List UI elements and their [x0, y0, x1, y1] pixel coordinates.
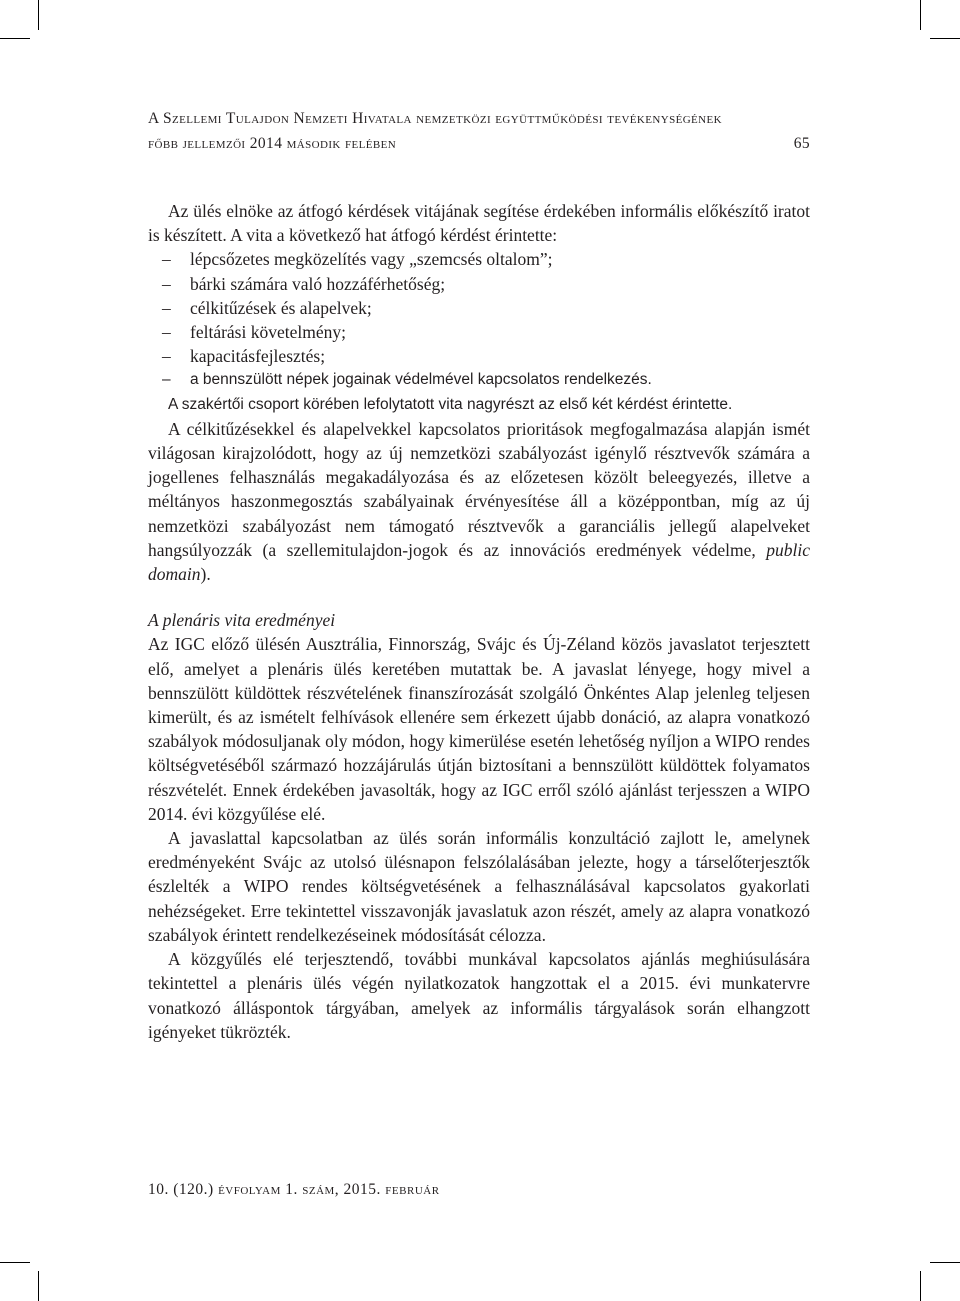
list-item [148, 344, 810, 368]
crop-mark-top-left-v [38, 0, 39, 30]
paragraph-proposal: Az IGC előző ülésén Ausztrália, Finnország, Svájc és Új-Zéland közös javaslatot terjesztett elő, amelyet a plenáris ülés keretében mutattak be. A javaslat lényege, hogy mivel a bennszülött küldöttek részvételének finanszírozását szolgáló Önkéntes Alap jelenleg teljesen kimerült, és az ismételt felhívások ellenére sem érkezett újabb donáció, az alapra vonatkozó szabályok módosuljanak oly módon, hogy kimerülése esetén lehetőség nyíljon a WIPO rendes költségvetéséből származó hozzájárulás útján biztosítani a bennszülött küldöttek folyamatos részvételét. Ennek érdekében javasolták, hogy az IGC erről szóló ajánlást terjesszen a WIPO 2014. évi közgyűlése elé. [148, 634, 810, 824]
list-dash: – [162, 346, 171, 367]
paragraph-priorities-text: A célkitűzésekkel és alapelvekkel kapcsolatos prioritások megfogalmazása alapján ismét világosan kirajzolódott, hogy az új nemzetközi szabályozást igénylő résztvevők számára a jogellenes felhasználás megakadályozása és az előzetesen közölt beleegyezés, illetve a méltányos haszonmegosztás szabályainak érvényesítése áll a középpontban, míg az új nemzetközi szabályozást nem támogató résztvevők a garanciális jellegű alapelveket hangsúlyozzák (a szellemitulajdon-jogok és az innovációs eredmények védelme, [148, 418, 810, 560]
list-item-text: bárki számára való hozzáférhetőség; [190, 273, 446, 294]
paragraph-intro: Az ülés elnöke az átfogó kérdések vitájának segítése érdekében informális előkészítő iratot is készített. A vita a következő hat átfogó kérdést érintette: [148, 201, 810, 246]
list-dash: – [162, 371, 171, 389]
crop-mark-bottom-left-h [0, 1262, 30, 1263]
list-item [148, 296, 810, 320]
list-dash: – [162, 273, 171, 294]
paragraph-expert-group: A szakértői csoport körében lefolytatott vita nagyrészt az első két kérdést érintette. [168, 395, 733, 413]
list-item-text: célkitűzések és alapelvek; [190, 297, 372, 318]
page-number: 65 [793, 135, 810, 152]
list-item [148, 320, 810, 344]
page-footer: 10. (120.) évfolyam 1. szám, 2015. február [148, 1181, 440, 1198]
list-item [148, 368, 810, 392]
paragraph-closing: A közgyűlés elé terjesztendő, további munkával kapcsolatos ajánlás meghiúsulására tekintettel a plenáris ülés végén nyilatkozatok hangzottak el a 2015. évi munkatervre vonatkozó álláspontok tárgyában, amelyek az informális tárgyalások során elhangzott igényeket tükrözték. [148, 949, 810, 1042]
crop-mark-bottom-right-h [930, 1262, 960, 1263]
list-dash: – [162, 249, 171, 270]
list-item [148, 247, 810, 271]
crop-mark-bottom-right-v [920, 1271, 921, 1301]
list-item-text: a bennszülött népek jogainak védelmével kapcsolatos rendelkezés. [190, 371, 652, 389]
list-dash: – [162, 322, 171, 343]
paragraph-consultation: A javaslattal kapcsolatban az ülés során informális konzultáció zajlott le, amelynek eredményeként Svájc az utolsó ülésnapon felszólalásában jelezte, hogy a társelőterjesztők észlelték a WIPO rendes költségvetésének a felhasználásával kapcsolatos gyakorlati nehézségeket. Erre tekintettel visszavonják javaslatuk azon részét, amely az alapra vonatkozó szabályok érintett rendelkezéseinek módosítását célozza. [148, 828, 810, 945]
list-item-text: feltárási követelmény; [190, 322, 346, 343]
list-item-text: lépcsőzetes megközelítés vagy „szemcsés oltalom”; [190, 249, 553, 270]
running-head-line-1: A Szellemi Tulajdon Nemzeti Hivatala nemzetközi együttműködési tevékenységének [148, 110, 722, 127]
running-head-line-2-text: főbb jellemzői 2014 második felében [148, 135, 397, 152]
body-text [148, 199, 810, 1044]
paragraph-priorities-end: ). [200, 564, 211, 585]
running-head-line-2 [148, 132, 810, 156]
section-subheading: A plenáris vita eredményei [148, 610, 336, 631]
crop-mark-top-right-h [930, 38, 960, 39]
list-item-text: kapacitásfejlesztés; [190, 346, 326, 367]
list-item [148, 272, 810, 296]
crop-mark-top-left-h [0, 38, 30, 39]
paragraph-priorities [148, 417, 810, 586]
crop-mark-bottom-left-v [38, 1271, 39, 1301]
list-dash: – [162, 297, 171, 318]
crop-mark-top-right-v [920, 0, 921, 30]
public-domain-term: public domain [148, 539, 810, 585]
issue-list [148, 247, 810, 392]
